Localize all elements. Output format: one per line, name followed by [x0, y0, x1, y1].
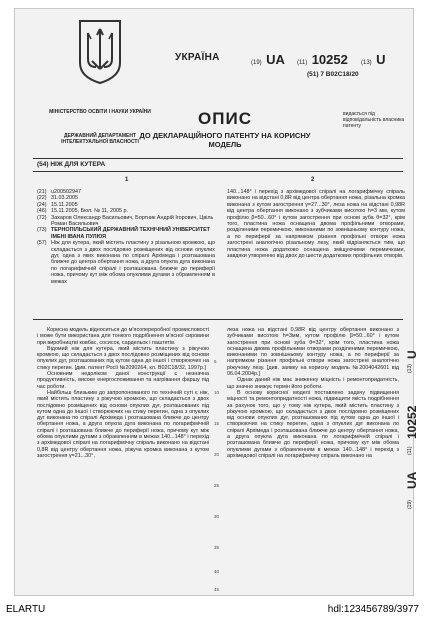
line-number: 10: [214, 390, 220, 395]
handle-link[interactable]: hdl:123456789/3977: [327, 604, 419, 615]
line-number: 25: [214, 483, 220, 488]
biblio-row: (22) 31.03.2005: [37, 195, 78, 202]
column-number: 1: [125, 177, 129, 183]
column-number: 2: [311, 177, 315, 183]
country-label: УКРАЇНА: [175, 52, 220, 63]
viewer-footer: [0, 600, 425, 620]
document-kind: (13) U: [361, 52, 386, 67]
bibliographic-data: [37, 189, 215, 285]
country-code: (19) UA: [251, 52, 285, 67]
vertical-country: UA: [405, 471, 419, 489]
paragraph: леза ножа на відстані 0,98R від центру обертання виконано з зубчиками висотою h=3мм, кутом профілю β=50...60° і кутом загострення при основі зуба θ=32°, крім того, пластина ножа оснащена двома профільними отворами розділеними перемичкою, виконаними по зовнішньому контуру ножа, а по периферії за напрямком різання профільні отвори ножа загострені аналогічно ріжучому лезу. [див. заявку на корисну модель №2004042601 від 06.04.2004р.]: [227, 327, 399, 378]
vertical-code-13: (13): [407, 364, 413, 373]
biblio-row: (24) 15.11.2005: [37, 201, 78, 208]
line-number: 20: [214, 452, 220, 457]
biblio-row: (21) u200502947: [37, 189, 81, 195]
paragraph: Найбільш близьким до запропонованого по технічній суті є ніж, який містить пластину з ріжучою кромкою, що складається з двох послідовно розміщених від основи опуклих дуг, розташованих під кутом одна до іншої і створюючих на стику перегин, одна з опуклих дуг виконана по спіралі Архімеда і розташована ближче до центру обертання ножа, а друга опукла дуга виконана по логарифмічній спіралі і розташована ближче до периферії ножа, причому кут між обома опуклими дугами з обрамленням в межах 140...148° і перехід з архімедової спіралі на логарифмічну спіраль виконано на відстані 0,8R від центру обертання ножа, ріжуча кромка виконана з кутом загострення γ=21...30°,: [37, 389, 209, 459]
line-number: 40: [214, 569, 220, 574]
paragraph: Корисна модель відноситься до м'ясопереробної промисловості і може бути використана для тонкого подрібнення м'ясної сировини при виробництві ковбас, сосисок, сардельок і паштетів.: [37, 327, 209, 346]
paragraph: Основним недоліком даної конструкції є незначна продуктивність, високе енергоспоживання та нагрівання фаршу під час роботи.: [37, 371, 209, 390]
vertical-patent-code: [405, 329, 425, 559]
ipc-classification: (51) 7 B02C18/20: [307, 71, 359, 78]
department-label: ДЕРЖАВНИЙ ДЕПАРТАМЕНТ ІНТЕЛЕКТУАЛЬНОЇ ВЛАСНОСТІ: [61, 133, 139, 145]
line-number: 30: [214, 514, 220, 519]
line-number: 5: [214, 359, 217, 364]
divider: [33, 319, 403, 320]
document-title: ОПИС: [198, 109, 252, 128]
ministry-label: МІНІСТЕРСТВО ОСВІТИ І НАУКИ УКРАЇНИ: [49, 109, 151, 115]
description-column-right: [227, 327, 399, 459]
document-header: [15, 9, 415, 159]
paragraph: Однак даний ніж має зниженну міцність і ремонтопридатність, що значно знижує термін його роботи.: [227, 377, 399, 390]
responsibility-note: видається під відповідальність власника патенту: [343, 111, 405, 129]
line-number: 45: [214, 587, 220, 592]
paragraph: В основу корисної моделі поставлено задачу підвищення міцності та ремонтопридатності ножа, підвищити якість подрібнення за рахунок того, що у тому ніж кутера, який містить пластину з ріжучою кромкою, що складається з двох послідовно розміщених від основи опуклих дуг, розташованих під кутом одна до іншої і створюючих на стику перегин, одна з опуклих дуг виконана по спіралі Архімеда і розташована ближче до центру обертання ножа, а друга опукла дуга виконана по логарифмічній спіралі і розташована ближче до периферії ножа, причому кут між обома опуклими дугами з обрамленням в межах 140...148° і перехід з архімедової спіралі на логарифмічну спіраль виконано на: [227, 389, 399, 459]
document-page: [14, 8, 419, 596]
vertical-kind: U: [405, 350, 419, 359]
divider: [33, 158, 403, 159]
line-number: 35: [214, 545, 220, 550]
biblio-row: (72) Захаров Олександр Васильович, Бортник Андрій Ігорович, Цвіль Роман Васильович: [37, 214, 214, 228]
invention-name: (54) НІЖ ДЛЯ КУТЕРА: [37, 161, 106, 168]
vertical-number: 10252: [405, 405, 419, 439]
claim-continuation: 140...148° і перехід з архімедової спіралі на логарифмічну спіраль виконано на відстані 0,8R від центра обертання ножа, різальна кромка виконана з кутом загострення γ=27...30°, леза ножа на відстані 0,98R від центра обертання виконано з зубчиками висотою h=3 мм, кутом профілю β=50...60° і кутом загострення при основі зуба θ=32°, крім того, пластина ножа оснащена двома профільними отворами, розділеними перемичкою, виконаними по зовнішньому контуру ножа, а по периферії за напрямком різання профільні отвори ножа загострені аналогічно різальному лезу, який відрізняється тим, що пластина ножа додатково оснащена зміщуючими перемичками, завдяки утворенню від двох до шести додаткових профільних отворів.: [227, 189, 405, 260]
vertical-code-11: (11): [407, 446, 413, 455]
trident-emblem-icon: [75, 19, 125, 85]
repository-label: ELARTU: [6, 604, 46, 615]
paragraph: Відомий ніж для кутера, який містить пластину з ріжучою кромкою, що складається з двох послідовно розміщених від основи опуклих дуг, розташованих під кутом одна до іншої і створюючих на стику перегин. [див. патент Росії №2090264, кл. B02C18/32, 1997р.]: [37, 345, 209, 371]
patent-number: (11) 10252: [297, 52, 348, 67]
biblio-row: (46) 15.11.2005, Бюл. № 11, 2005 р.: [37, 208, 129, 215]
document-subtitle: ДО ДЕКЛАРАЦІЙНОГО ПАТЕНТУ НА КОРИСНУ МОДЕЛЬ: [139, 131, 311, 149]
vertical-code-19: (19): [407, 500, 413, 509]
divider: [33, 171, 403, 172]
line-number: 15: [214, 421, 220, 426]
biblio-row: (57) Ніж для кутера, який містить пластину з різальною кромкою, що складається з двох послідовно розміщених від основи опуклих дуг, одна з яких виконана по спіралі Архімеда і розташована ближче до центра обертання ножа, а друга опукла дуга виконана по логарифмічній спіралі і розташована ближче до периферії ножа, причому кут між обома опуклими дугами з обрамленням в межах: [37, 240, 215, 285]
biblio-row: (73) ТЕРНОПІЛЬСЬКИЙ ДЕРЖАВНИЙ ТЕХНІЧНИЙ УНІВЕРСИТЕТ ІМЕНІ ІВАНА ПУЛЮЯ: [37, 227, 210, 240]
description-column-left: [37, 327, 209, 459]
